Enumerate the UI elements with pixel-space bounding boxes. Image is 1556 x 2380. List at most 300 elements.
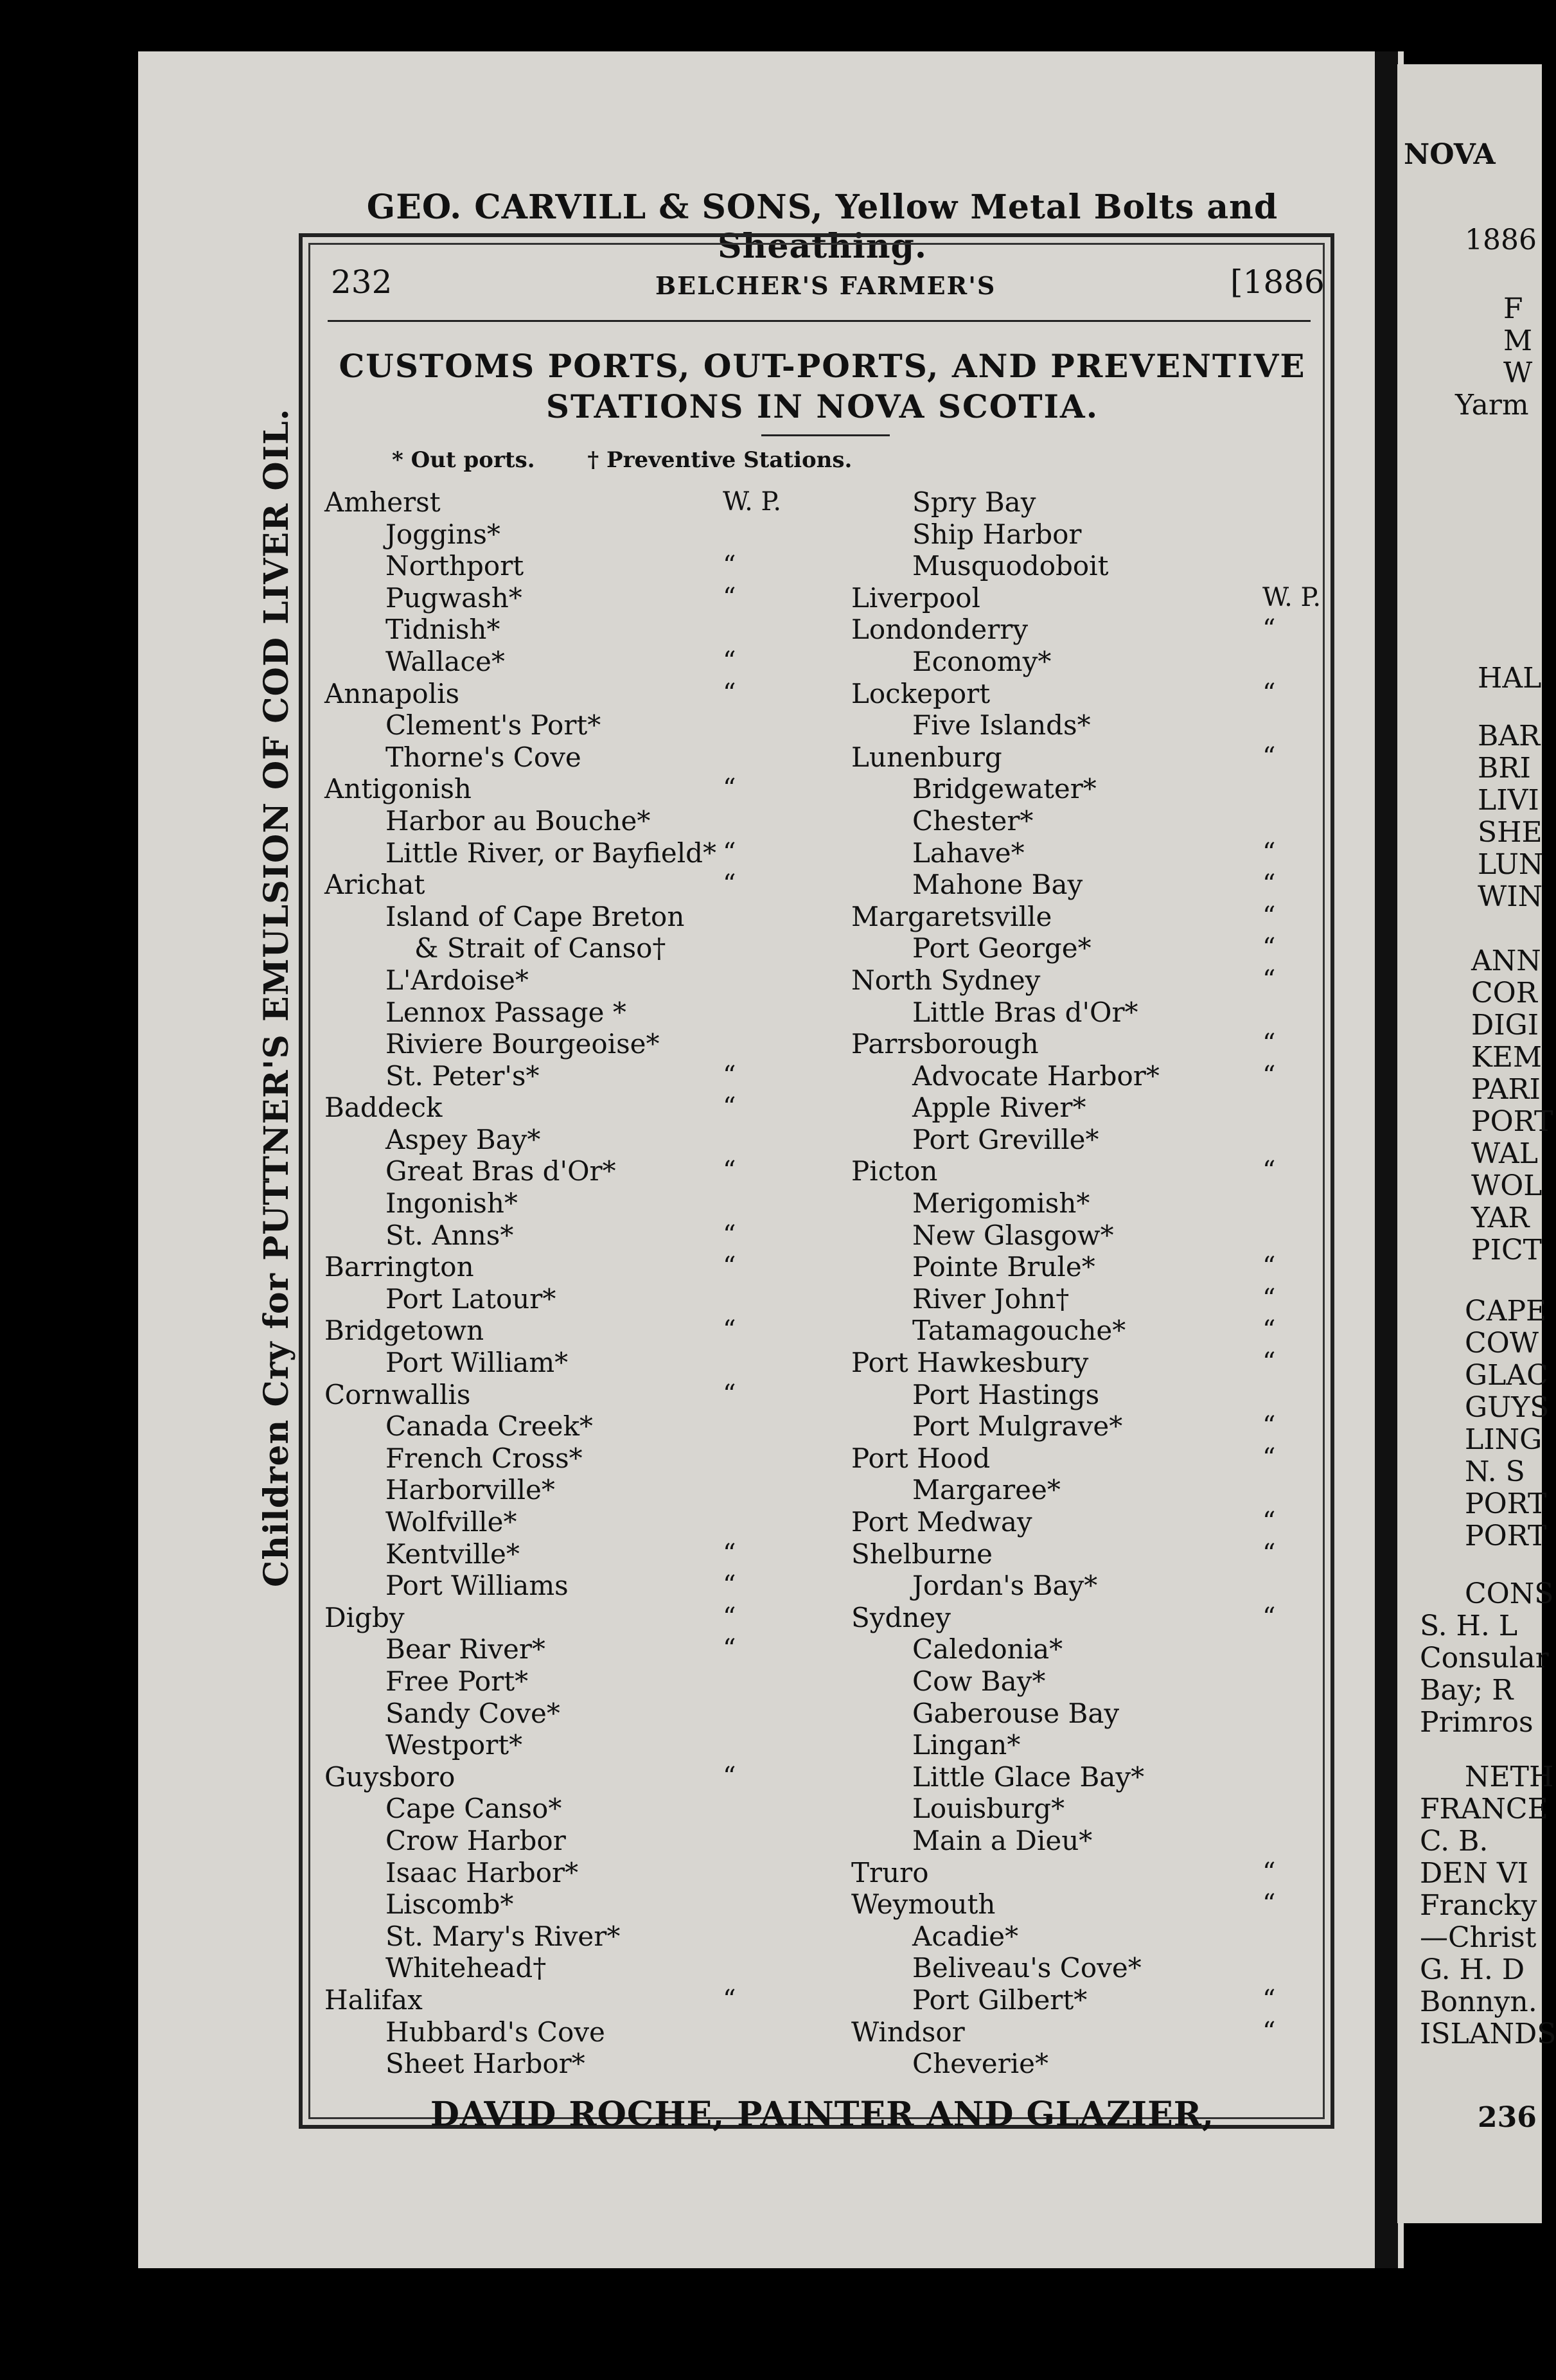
port-mark: “	[723, 678, 736, 708]
port-name: Amherst	[324, 486, 441, 518]
port-name: Joggins*	[385, 518, 500, 550]
section-title-line-2: STATIONS IN NOVA SCOTIA.	[545, 387, 1099, 425]
port-entry	[851, 614, 1314, 646]
port-mark: “	[723, 1156, 736, 1186]
port-name: Bridgewater*	[912, 773, 1097, 805]
port-mark: “	[1262, 1857, 1276, 1887]
port-mark: “	[723, 1634, 736, 1664]
port-entry	[851, 1443, 1314, 1475]
port-name: Margaree*	[912, 1474, 1061, 1506]
port-name: Apple River*	[912, 1092, 1086, 1124]
adjacent-page-text: LUN	[1478, 848, 1544, 881]
port-entry	[851, 869, 1314, 901]
port-name: Sandy Cove*	[385, 1697, 560, 1729]
port-entry	[324, 486, 838, 519]
port-entry	[324, 646, 838, 678]
port-mark: “	[1262, 1283, 1276, 1313]
port-name: Port Hawkesbury	[851, 1347, 1089, 1379]
adjacent-page-text: C. B.	[1420, 1825, 1489, 1858]
port-entry	[324, 519, 838, 551]
port-entry	[324, 1474, 838, 1506]
port-mark: “	[723, 1060, 736, 1090]
adjacent-page-text: S. H. L	[1420, 1610, 1518, 1642]
port-entry	[324, 1698, 838, 1730]
port-name: Barrington	[324, 1251, 474, 1283]
adjacent-page-text: PARI	[1471, 1073, 1541, 1106]
port-name: Clement's Port*	[385, 709, 601, 742]
port-entry	[851, 1698, 1314, 1730]
port-entry	[851, 709, 1314, 742]
port-entry	[324, 1060, 838, 1092]
port-entry	[851, 1251, 1314, 1283]
port-entry	[851, 1124, 1314, 1156]
port-name: Digby	[324, 1601, 405, 1633]
footer-advertisement: DAVID ROCHE, PAINTER AND GLAZIER,	[430, 2095, 1215, 2134]
legend	[392, 447, 897, 473]
port-mark: “	[1262, 1507, 1276, 1536]
port-entry	[324, 1155, 838, 1187]
port-name: Mahone Bay	[912, 869, 1083, 901]
port-entry	[324, 901, 838, 933]
port-name: Harbor au Bouche*	[385, 804, 651, 837]
port-entry	[324, 964, 838, 997]
port-entry	[851, 1060, 1314, 1092]
port-name: Port Gilbert*	[912, 1984, 1088, 2016]
port-name: Lockeport	[851, 677, 991, 709]
port-name: Port George*	[912, 932, 1092, 964]
port-name: Lahave*	[912, 837, 1025, 869]
port-name: & Strait of Canso†	[414, 932, 666, 964]
port-name: Tatamagouche*	[912, 1315, 1126, 1347]
port-entry	[851, 805, 1314, 837]
port-name: Little River, or Bayfield*	[385, 837, 717, 869]
port-name: Acadie*	[912, 1920, 1019, 1952]
header-advertisement: GEO. CARVILL & SONS, Yellow Metal Bolts and Sheathing.	[366, 188, 1278, 266]
port-name: Musquodoboit	[912, 550, 1109, 582]
adjacent-page-text: GUYS	[1465, 1391, 1550, 1424]
port-name: Main a Dieu*	[912, 1824, 1093, 1856]
port-name: Little Bras d'Or*	[912, 996, 1138, 1028]
port-entry	[851, 1921, 1314, 1953]
adjacent-page-text: F	[1503, 292, 1523, 325]
port-mark: “	[1262, 964, 1276, 995]
page-year: [1886	[1230, 263, 1325, 301]
port-entry	[324, 1888, 838, 1921]
port-entry	[324, 1729, 838, 1761]
port-entry	[324, 614, 838, 646]
adjacent-page-text: 236	[1478, 2101, 1537, 2134]
port-name: Port Williams	[385, 1570, 569, 1602]
adjacent-page-text: —Christ	[1420, 1921, 1537, 1954]
port-entry	[851, 1888, 1314, 1921]
port-name: Parrsborough	[851, 1028, 1039, 1060]
port-entry	[851, 550, 1314, 582]
port-entry	[324, 1220, 838, 1252]
port-entry	[324, 550, 838, 582]
port-name: Antigonish	[324, 773, 472, 805]
port-entry	[851, 582, 1322, 614]
adjacent-page-text: Bonnyn.	[1420, 1985, 1537, 2018]
adjacent-page-text: BRI	[1478, 752, 1531, 785]
port-name: Arichat	[324, 869, 425, 901]
port-name: Sydney	[851, 1601, 951, 1633]
port-entry	[324, 1602, 838, 1634]
port-name: Port Mulgrave*	[912, 1410, 1123, 1443]
port-mark: “	[723, 582, 736, 612]
port-name: Port Latour*	[385, 1283, 556, 1315]
port-name: Beliveau's Cove*	[912, 1952, 1142, 1984]
port-name: Little Glace Bay*	[912, 1761, 1145, 1793]
port-name: Margaretsville	[851, 900, 1052, 932]
port-name: Thorne's Cove	[385, 741, 581, 773]
port-mark: “	[1262, 901, 1276, 931]
port-name: Cheverie*	[912, 2048, 1048, 2080]
port-entry	[851, 1729, 1314, 1761]
port-mark: “	[1262, 2016, 1276, 2047]
port-name: Cow Bay*	[912, 1665, 1046, 1697]
port-entry	[851, 742, 1314, 774]
port-name: Riviere Bourgeoise*	[385, 1028, 660, 1060]
port-mark: “	[723, 1538, 736, 1568]
port-entry	[851, 1315, 1314, 1347]
port-name: Five Islands*	[912, 709, 1091, 742]
port-entry	[324, 932, 838, 964]
port-name: L'Ardoise*	[385, 964, 529, 996]
port-entry	[851, 932, 1314, 964]
port-name: Port Medway	[851, 1506, 1032, 1538]
adjacent-page-text: Consular	[1420, 1642, 1549, 1674]
adjacent-page-text: Francky	[1420, 1889, 1537, 1922]
port-entry	[851, 1220, 1314, 1252]
adjacent-page-text: 1886	[1465, 224, 1537, 256]
port-name: Bear River*	[385, 1633, 545, 1665]
adjacent-page-text: WOL	[1471, 1169, 1543, 1202]
port-entry	[324, 1825, 838, 1857]
port-entry	[324, 582, 838, 614]
adjacent-page-text: CONS	[1465, 1577, 1554, 1610]
port-entry	[851, 1793, 1314, 1825]
port-name: Whitehead†	[385, 1952, 547, 1984]
port-entry	[324, 742, 838, 774]
port-name: Jordan's Bay*	[912, 1570, 1098, 1602]
port-entry	[851, 1028, 1314, 1060]
title-rule	[761, 434, 890, 436]
port-entry	[851, 519, 1314, 551]
port-name: Port Hood	[851, 1442, 991, 1474]
adjacent-page-text: FRANCE	[1420, 1793, 1548, 1825]
port-entry	[324, 805, 838, 837]
port-entry	[324, 1187, 838, 1220]
adjacent-page-text: DIGI	[1471, 1009, 1539, 1042]
port-entry	[324, 1633, 838, 1665]
adjacent-page-text: YAR	[1471, 1202, 1530, 1234]
port-entry	[324, 1315, 838, 1347]
port-entry	[324, 1283, 838, 1315]
port-entry	[324, 1379, 838, 1411]
port-name: Great Bras d'Or*	[385, 1155, 616, 1187]
port-entry	[851, 837, 1314, 869]
port-mark: “	[1262, 1984, 1276, 2014]
section-title-line-1: CUSTOMS PORTS, OUT-PORTS, AND PREVENTIVE	[339, 347, 1306, 385]
port-name: Liverpool	[851, 582, 980, 614]
port-name: French Cross*	[385, 1442, 583, 1474]
port-name: Windsor	[851, 2016, 965, 2048]
adjacent-page-text: BAR	[1478, 720, 1541, 752]
port-name: North Sydney	[851, 964, 1041, 996]
adjacent-page-text: ISLANDS	[1420, 2018, 1556, 2050]
port-entry	[324, 1761, 838, 1793]
port-entry	[851, 1410, 1314, 1443]
port-entry	[851, 1474, 1314, 1506]
legend-outports: * Out ports.	[392, 447, 535, 473]
port-mark: “	[1262, 1029, 1276, 1059]
port-entry	[851, 1761, 1314, 1793]
port-entry	[324, 869, 838, 901]
port-name: New Glasgow*	[912, 1219, 1114, 1251]
port-mark: “	[1262, 837, 1276, 867]
adjacent-page-text: DEN VI	[1420, 1857, 1529, 1890]
port-entry	[324, 1506, 838, 1538]
port-mark: W. P.	[1262, 582, 1322, 612]
adjacent-page-text: COR	[1471, 977, 1537, 1009]
port-mark: “	[723, 1984, 736, 2014]
port-entry	[851, 678, 1314, 710]
port-name: Economy*	[912, 645, 1052, 677]
port-name: Chester*	[912, 804, 1034, 837]
adjacent-page-text: G. H. D	[1420, 1953, 1525, 1986]
side-advertisement: Children Cry for PUTTNER'S EMULSION OF COD LIVER OIL.	[257, 408, 296, 1587]
adjacent-page-text: PORT	[1465, 1520, 1547, 1552]
port-mark: “	[723, 837, 736, 867]
port-entry	[851, 1570, 1314, 1602]
adjacent-page-text: SHE	[1478, 816, 1543, 849]
port-entry	[851, 1379, 1314, 1411]
port-mark: “	[1262, 1602, 1276, 1632]
port-name: Port Hastings	[912, 1378, 1100, 1410]
port-entry	[851, 1984, 1314, 2016]
port-mark: “	[1262, 1060, 1276, 1090]
port-mark: “	[1262, 869, 1276, 900]
port-mark: “	[723, 774, 736, 804]
adjacent-page-text: CAPE	[1465, 1295, 1547, 1328]
right-column	[851, 486, 1322, 2080]
port-entry	[851, 1506, 1314, 1538]
port-mark: “	[723, 1761, 736, 1791]
port-mark: “	[723, 869, 736, 900]
port-entry	[324, 1984, 838, 2016]
port-name: Lunenburg	[851, 741, 1002, 773]
adjacent-page-text: WAL	[1471, 1137, 1539, 1170]
port-name: Spry Bay	[912, 486, 1036, 518]
adjacent-page-text: NOVA	[1404, 138, 1496, 171]
port-name: Weymouth	[851, 1888, 996, 1921]
port-mark: “	[723, 551, 736, 581]
port-entry	[324, 2016, 838, 2048]
port-entry	[851, 1283, 1314, 1315]
port-mark: “	[1262, 1252, 1276, 1282]
adjacent-page-text: M	[1503, 324, 1533, 357]
port-entry	[324, 1410, 838, 1443]
port-name: St. Mary's River*	[385, 1920, 621, 1952]
adjacent-page-text: KEM	[1471, 1041, 1543, 1074]
port-name: Crow Harbor	[385, 1824, 566, 1856]
port-name: Aspey Bay*	[385, 1123, 541, 1155]
port-entry	[324, 2048, 838, 2080]
page-number: 232	[331, 263, 393, 301]
port-name: Hubbard's Cove	[385, 2016, 605, 2048]
port-entry	[851, 2048, 1314, 2080]
port-name: Picton	[851, 1155, 938, 1187]
port-mark: “	[1262, 1347, 1276, 1378]
port-entry	[324, 1092, 838, 1124]
port-name: Ship Harbor	[912, 518, 1082, 550]
port-name: Halifax	[324, 1984, 423, 2016]
port-mark: “	[723, 1379, 736, 1409]
port-name: Merigomish*	[912, 1187, 1090, 1220]
port-name: Truro	[851, 1856, 929, 1888]
port-entry	[324, 1251, 838, 1283]
port-name: Harborville*	[385, 1474, 555, 1506]
port-entry	[324, 773, 838, 805]
port-entry	[324, 1793, 838, 1825]
port-name: Caledonia*	[912, 1633, 1063, 1665]
port-entry	[324, 1665, 838, 1698]
port-name: Wolfville*	[385, 1506, 517, 1538]
port-mark: “	[1262, 1538, 1276, 1568]
port-mark: “	[723, 1602, 736, 1632]
port-name: Lingan*	[912, 1729, 1021, 1761]
port-entry	[851, 964, 1314, 997]
port-mark: “	[1262, 1443, 1276, 1473]
port-name: Cape Canso*	[385, 1793, 562, 1825]
port-name: St. Peter's*	[385, 1060, 540, 1092]
port-name: Gaberouse Bay	[912, 1697, 1120, 1729]
book-gutter	[1375, 51, 1398, 2268]
port-name: Pointe Brule*	[912, 1251, 1095, 1283]
port-name: Wallace*	[385, 645, 505, 677]
port-entry	[851, 901, 1314, 933]
port-name: Liscomb*	[385, 1888, 514, 1921]
port-mark: “	[723, 1315, 736, 1345]
port-entry	[851, 1665, 1314, 1698]
port-name: Bridgetown	[324, 1315, 484, 1347]
adjacent-page-text: GLAC	[1465, 1359, 1548, 1392]
adjacent-page-text: NETH	[1465, 1761, 1554, 1793]
port-entry	[324, 1857, 838, 1889]
port-entry	[851, 997, 1314, 1029]
port-mark: “	[1262, 742, 1276, 772]
port-name: St. Anns*	[385, 1219, 514, 1251]
port-mark: “	[1262, 614, 1276, 644]
port-entry	[851, 1155, 1314, 1187]
port-entry	[324, 709, 838, 742]
port-entry	[851, 1825, 1314, 1857]
adjacent-page-text: COW	[1465, 1327, 1539, 1360]
port-entry	[324, 1443, 838, 1475]
port-name: Free Port*	[385, 1665, 529, 1697]
port-entry	[324, 1028, 838, 1060]
port-name: River John†	[912, 1283, 1070, 1315]
adjacent-page-text: LING	[1465, 1423, 1543, 1456]
port-entry	[851, 2016, 1314, 2048]
port-entry	[324, 1124, 838, 1156]
adjacent-page-text: WIN	[1478, 880, 1543, 913]
port-entry	[851, 1602, 1314, 1634]
port-mark: “	[723, 1252, 736, 1282]
port-entry	[324, 1570, 838, 1602]
port-name: Ingonish*	[385, 1187, 518, 1220]
port-entry	[324, 1538, 838, 1570]
port-name: Lennox Passage *	[385, 996, 626, 1028]
port-entry	[851, 646, 1314, 678]
adjacent-page-text: Primros	[1420, 1706, 1534, 1739]
port-mark: “	[723, 1092, 736, 1123]
port-name: Shelburne	[851, 1538, 993, 1570]
port-name: Tidnish*	[385, 614, 500, 646]
port-entry	[324, 837, 838, 869]
adjacent-page-text: PICT	[1471, 1234, 1542, 1266]
adjacent-page-text: N. S	[1465, 1455, 1525, 1488]
port-name: Kentville*	[385, 1538, 520, 1570]
header-rule	[328, 320, 1311, 322]
port-name: Sheet Harbor*	[385, 2048, 585, 2080]
port-mark: “	[1262, 933, 1276, 963]
adjacent-page-text: LIVI	[1478, 784, 1539, 817]
running-title: BELCHER'S FARMER'S	[655, 271, 996, 300]
port-entry	[851, 486, 1314, 519]
adjacent-page-text: ANN	[1471, 945, 1541, 977]
port-entry	[851, 1347, 1314, 1379]
left-column	[324, 486, 838, 2080]
port-entry	[324, 1921, 838, 1953]
port-mark: “	[723, 1570, 736, 1601]
port-entry	[851, 1857, 1314, 1889]
port-entry	[851, 1952, 1314, 1984]
port-mark: “	[1262, 1315, 1276, 1345]
adjacent-page-fragment	[1397, 64, 1556, 2223]
port-entry	[851, 1092, 1314, 1124]
port-mark: W. P.	[723, 487, 782, 517]
port-name: Londonderry	[851, 614, 1029, 646]
port-entry	[324, 997, 838, 1029]
port-name: Baddeck	[324, 1092, 443, 1124]
port-mark: “	[1262, 1156, 1276, 1186]
port-name: Northport	[385, 550, 524, 582]
port-name: Pugwash*	[385, 582, 522, 614]
port-name: Guysboro	[324, 1761, 455, 1793]
port-entry	[324, 1952, 838, 1984]
port-mark: “	[1262, 1889, 1276, 1919]
adjacent-page-text: Yarm	[1455, 389, 1529, 422]
port-name: Port Greville*	[912, 1123, 1099, 1155]
legend-preventive: † Preventive Stations.	[587, 447, 853, 473]
port-name: Canada Creek*	[385, 1410, 593, 1443]
adjacent-page-text: HAL	[1478, 662, 1542, 695]
port-entry	[324, 678, 838, 710]
port-name: Louisburg*	[912, 1793, 1065, 1825]
adjacent-page-text: W	[1503, 357, 1533, 389]
adjacent-page-text: PORT	[1471, 1105, 1553, 1138]
port-mark: “	[723, 646, 736, 676]
port-mark: “	[1262, 678, 1276, 708]
port-entry	[324, 1347, 838, 1379]
adjacent-page-text: PORT	[1465, 1487, 1547, 1520]
port-name: Cornwallis	[324, 1378, 471, 1410]
port-entry	[851, 1633, 1314, 1665]
port-name: Westport*	[385, 1729, 523, 1761]
port-entry	[851, 1538, 1314, 1570]
port-name: Island of Cape Breton	[385, 900, 685, 932]
